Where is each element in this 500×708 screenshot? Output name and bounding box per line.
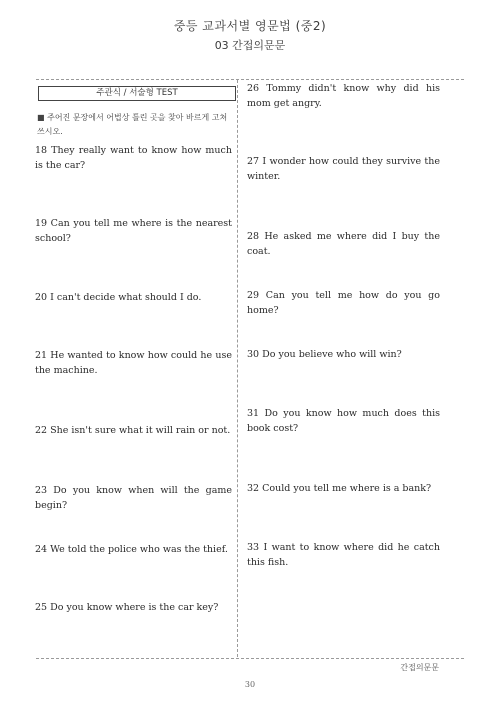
page-number: 30	[244, 680, 256, 689]
question-33: 33 I want to know where did he catch this fish.	[247, 542, 440, 568]
question-26: 26 Tommy didn't know why did his mom get angry.	[247, 83, 440, 109]
question-22: 22 She isn't sure what it will rain or not.	[35, 425, 231, 436]
top-divider	[36, 79, 464, 80]
bottom-divider	[36, 658, 464, 659]
question-21: 21 He wanted to know how could he use the machine.	[35, 350, 232, 376]
chapter-subtitle: 03 간접의문문	[214, 39, 286, 52]
question-18: 18 They really want to know how much is the car?	[35, 145, 232, 171]
column-divider	[237, 80, 238, 657]
question-20: 20 I can't decide what should I do.	[35, 292, 202, 303]
question-29: 29 Can you tell me how do you go home?	[247, 290, 440, 316]
instruction-text: ■ 주어진 문장에서 어법상 틀린 곳을 찾아 바르게 고쳐 쓰시오.	[37, 113, 228, 136]
question-32: 32 Could you tell me where is a bank?	[247, 483, 432, 494]
section-label: 주관식 / 서술형 TEST	[38, 86, 236, 101]
question-31: 31 Do you know how much does this book cost?	[247, 408, 440, 434]
question-27: 27 I wonder how could they survive the winter.	[247, 156, 440, 182]
question-19: 19 Can you tell me where is the nearest school?	[35, 218, 232, 244]
question-25: 25 Do you know where is the car key?	[35, 602, 219, 613]
question-23: 23 Do you know when will the game begin?	[35, 485, 232, 511]
question-28: 28 He asked me where did I buy the coat.	[247, 231, 440, 257]
question-30: 30 Do you believe who will win?	[247, 349, 402, 360]
page-title: 중등 교과서별 영문법 (중2)	[173, 19, 327, 33]
footer-label: 간접의문문	[400, 663, 439, 672]
question-24: 24 We told the police who was the thief.	[35, 544, 228, 555]
